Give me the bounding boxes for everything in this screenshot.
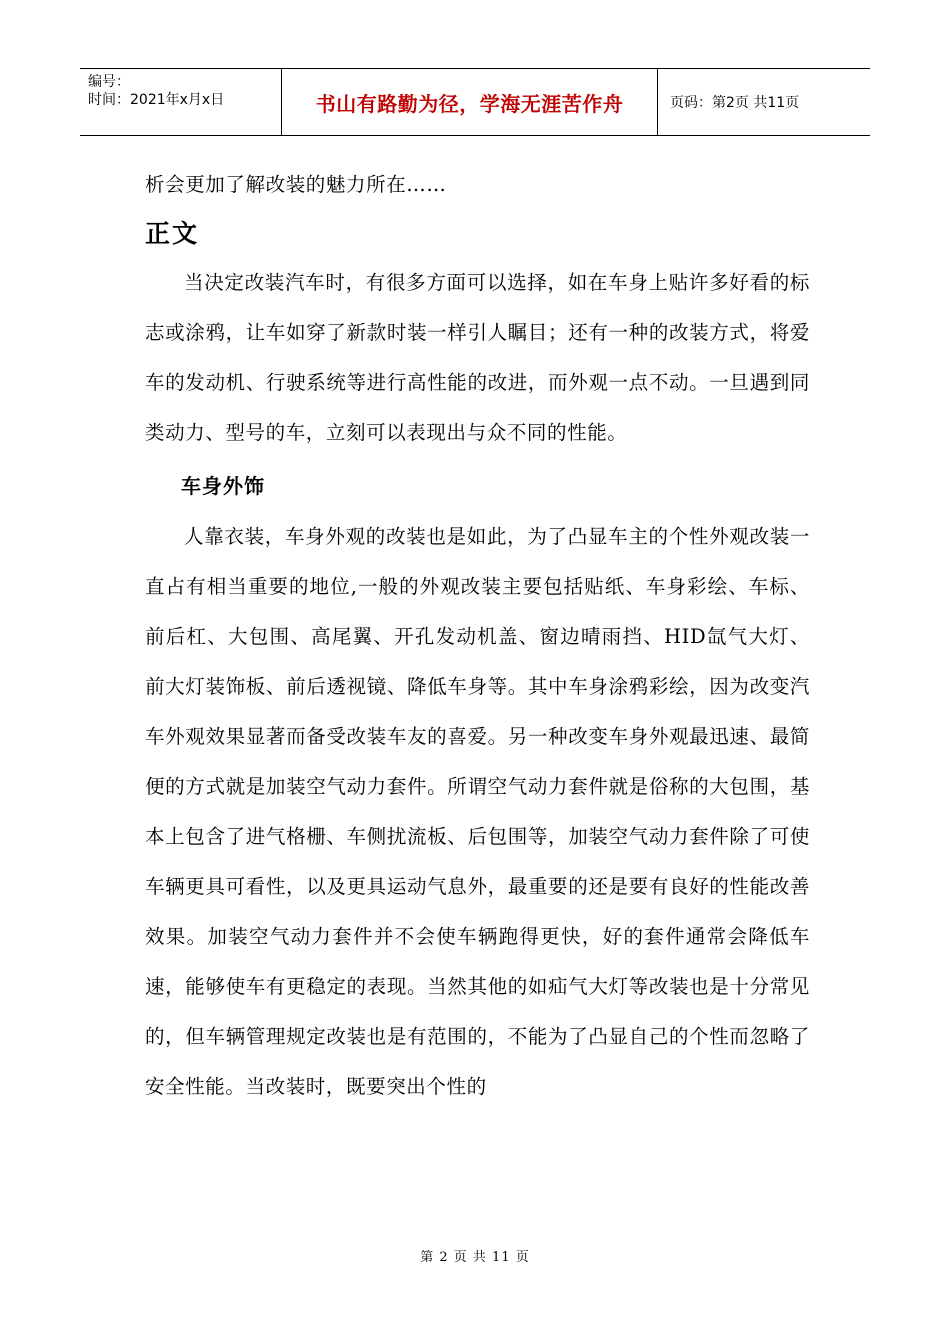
intro-paragraph-tail: 析会更加了解改装的魅力所在…… [145,173,447,196]
document-body [145,160,810,1112]
header-page-info: 页码：第2页 共11页 [670,95,800,111]
section-heading: 车身外饰 [181,474,265,498]
document-date: 时间：2021年x月x日 [88,92,225,108]
main-heading: 正文 [145,219,200,248]
header-motto: 书山有路勤为径，学海无涯苦作舟 [282,69,658,135]
page-footer: 第 2 页 共 11 页 [420,1250,530,1265]
header-meta [80,69,282,135]
body-paragraph-1: 当决定改装汽车时，有很多方面可以选择，如在车身上贴许多好看的标志或涂鸦，让车如穿了新款时装一样引人瞩目；还有一种的改装方式，将爱车的发动机、行驶系统等进行高性能的改进，而外观一点不动。一旦遇到同类动力、型号的车，立刻可以表现出与众不同的性能。 [145,271,810,444]
body-paragraph-2: 人靠衣装，车身外观的改装也是如此，为了凸显车主的个性外观改装一直占有相当重要的地位,一般的外观改装主要包括贴纸、车身彩绘、车标、前后杠、大包围、高尾翼、开孔发动机盖、窗边晴雨挡、HID氙气大灯、前大灯装饰板、前后透视镜、降低车身等。其中车身涂鸦彩绘，因为改变汽车外观效果显著而备受改装车友的喜爱。另一种改变车身外观最迅速、最简便的方式就是加装空气动力套件。所谓空气动力套件就是俗称的大包围，基本上包含了进气格栅、车侧扰流板、后包围等，加装空气动力套件除了可使车辆更具可看性，以及更具运动气息外，最重要的还是要有良好的性能改善效果。加装空气动力套件并不会使车辆跑得更快，好的套件通常会降低车速，能够使车有更稳定的表现。当然其他的如疝气大灯等改装也是十分常见的，但车辆管理规定改装也是有范围的，不能为了凸显自己的个性而忽略了安全性能。当改装时，既要突出个性的 [145,525,810,1098]
document-number: 编号： [88,74,130,90]
page-header [80,68,870,136]
